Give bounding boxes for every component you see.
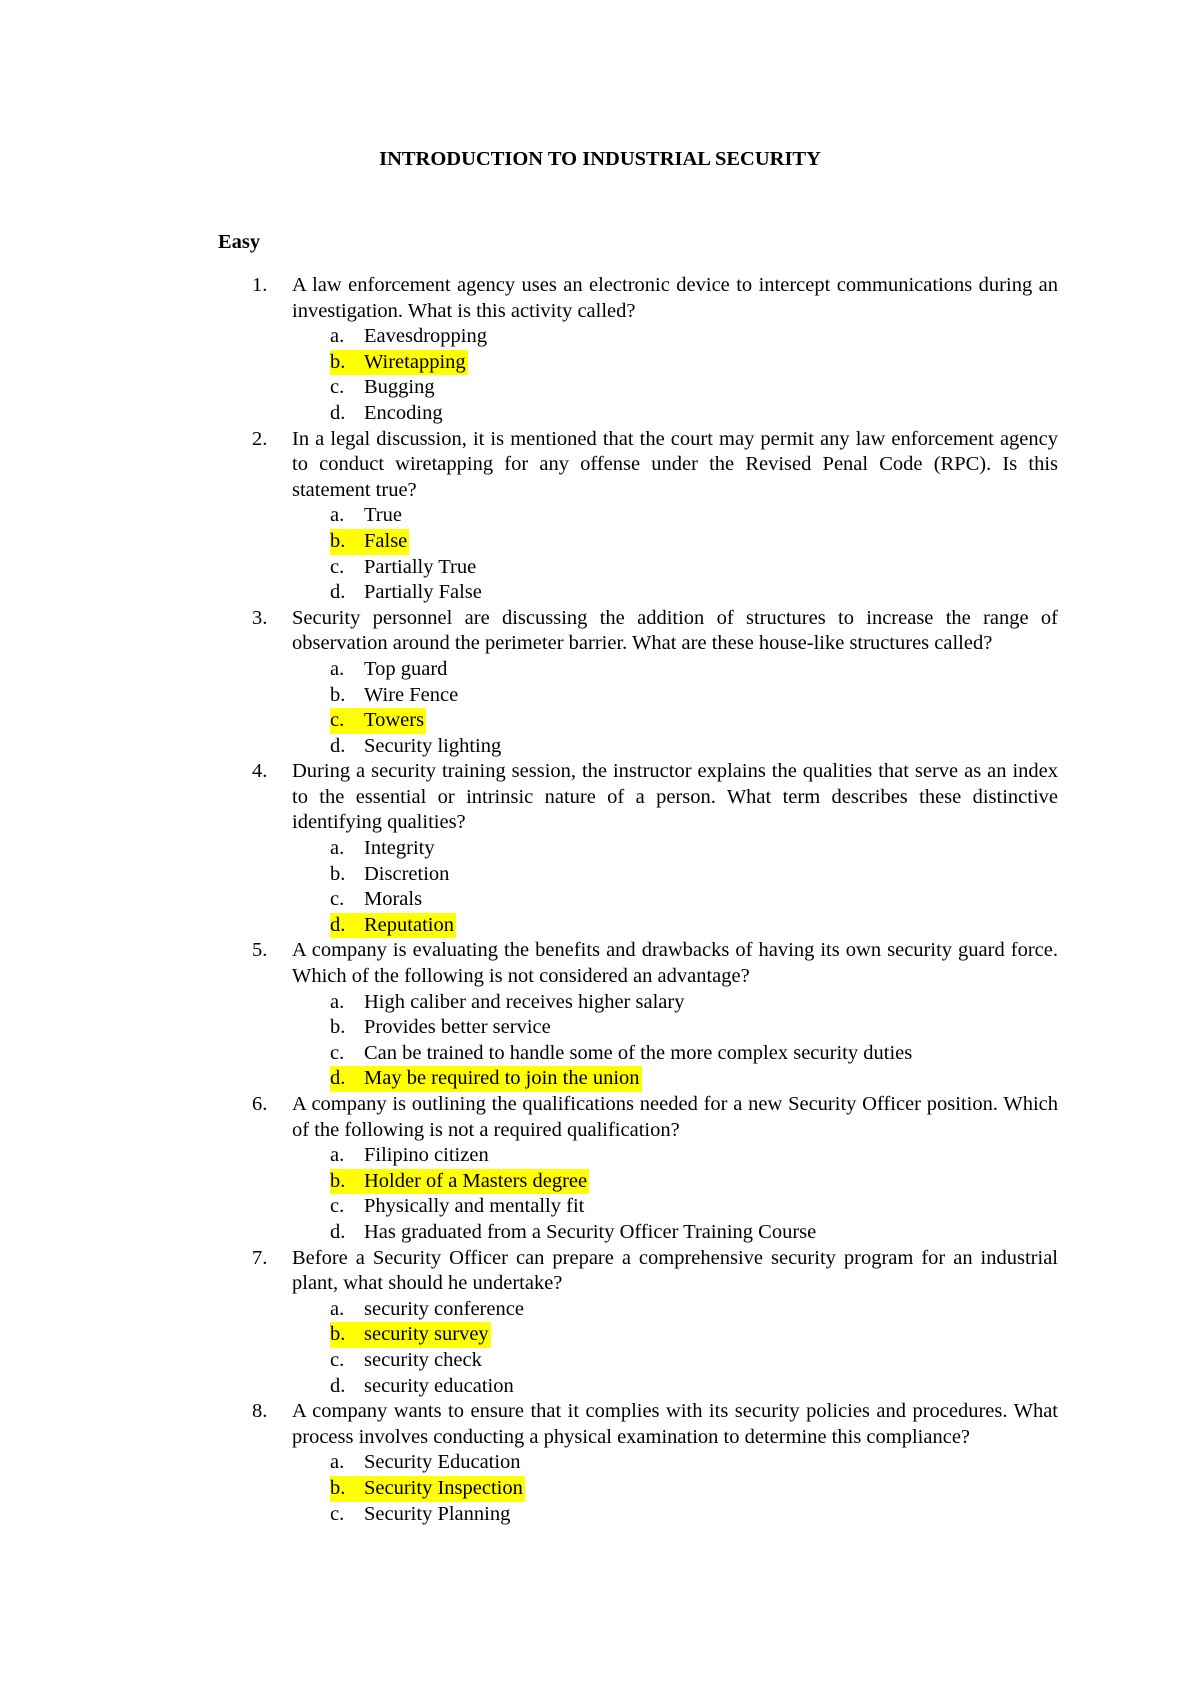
answer-option xyxy=(292,734,1058,760)
answer-option-text: False xyxy=(364,529,408,552)
answer-option-letter: a. xyxy=(330,1297,345,1320)
answer-option-text: High caliber and receives higher salary xyxy=(364,990,685,1013)
answer-option-body xyxy=(330,913,456,939)
answer-options xyxy=(292,1450,1058,1527)
answer-option-text: security check xyxy=(364,1348,482,1371)
answer-option xyxy=(292,657,1058,683)
section-heading: Easy xyxy=(218,231,261,253)
answer-option-body xyxy=(330,1143,489,1169)
answer-option-highlighted xyxy=(292,1476,1058,1502)
answer-option-text: Encoding xyxy=(364,401,443,424)
answer-option-text: Partially False xyxy=(364,581,482,604)
answer-option xyxy=(292,1502,1058,1528)
answer-option-body xyxy=(330,683,458,709)
question-number: 2. xyxy=(252,427,268,450)
answer-option-text: May be required to join the union xyxy=(364,1067,640,1090)
answer-option-highlighted xyxy=(292,708,1058,734)
answer-option-highlighted xyxy=(292,1322,1058,1348)
answer-option-letter: d. xyxy=(330,1374,346,1397)
answer-option xyxy=(292,324,1058,350)
question-text: Security personnel are discussing the addition of structures to increase the range of observation around the perimeter barrier. What are these house-like structures called? xyxy=(292,606,1058,655)
answer-option-letter: b. xyxy=(330,1016,346,1039)
question-number: 5. xyxy=(252,939,268,962)
answer-option-letter: b. xyxy=(330,1476,346,1499)
answer-option-body xyxy=(330,734,501,760)
answer-option-body xyxy=(330,657,447,683)
answer-option-letter: d. xyxy=(330,734,346,757)
answer-option-body xyxy=(330,862,449,888)
answer-option-text: security education xyxy=(364,1374,514,1397)
answer-option xyxy=(292,1194,1058,1220)
answer-option-body xyxy=(330,503,402,529)
answer-options xyxy=(292,836,1058,938)
question-number: 3. xyxy=(252,606,268,629)
answer-option-text: Can be trained to handle some of the more complex security duties xyxy=(364,1041,913,1064)
answer-option-highlighted xyxy=(292,1066,1058,1092)
answer-option-letter: a. xyxy=(330,1451,345,1474)
answer-option-body xyxy=(330,1220,816,1246)
answer-option-text: Filipino citizen xyxy=(364,1144,489,1167)
answer-option-highlighted xyxy=(292,913,1058,939)
answer-options xyxy=(292,503,1058,605)
answer-option xyxy=(292,503,1058,529)
answer-option xyxy=(292,836,1058,862)
answer-option xyxy=(292,1015,1058,1041)
answer-option-body xyxy=(330,1169,589,1195)
answer-option-letter: b. xyxy=(330,350,346,373)
answer-option-body xyxy=(330,375,435,401)
answer-option-letter: c. xyxy=(330,1348,345,1371)
answer-option-body xyxy=(330,887,422,913)
question-text: During a security training session, the instructor explains the qualities that serve as an index to the essential or intrinsic nature of a person. What term describes these distinctive identifying qualities? xyxy=(292,760,1058,834)
answer-options xyxy=(292,324,1058,426)
answer-option xyxy=(292,1374,1058,1400)
answer-option xyxy=(292,580,1058,606)
answer-option-letter: d. xyxy=(330,913,346,936)
answer-option-letter: a. xyxy=(330,990,345,1013)
question-number: 8. xyxy=(252,1400,268,1423)
answer-option-body xyxy=(330,836,435,862)
answer-option-text: Wire Fence xyxy=(364,683,459,706)
answer-option-letter: d. xyxy=(330,1220,346,1243)
answer-option-text: Security Inspection xyxy=(364,1476,523,1499)
question-text: A law enforcement agency uses an electronic device to intercept communications during an investigation. What is this activity called? xyxy=(292,274,1058,322)
question-item xyxy=(0,938,1058,1092)
answer-option-letter: a. xyxy=(330,504,345,527)
answer-option-text: Integrity xyxy=(364,837,435,860)
answer-option-letter: d. xyxy=(330,1067,346,1090)
answer-option xyxy=(292,1220,1058,1246)
answer-option-body xyxy=(330,529,409,555)
answer-option-body xyxy=(330,350,468,376)
answer-options xyxy=(292,990,1058,1092)
question-item xyxy=(0,1092,1058,1246)
answer-option-body xyxy=(330,1348,482,1374)
answer-option xyxy=(292,1297,1058,1323)
answer-option-body xyxy=(330,1502,510,1528)
question-text: In a legal discussion, it is mentioned that the court may permit any law enforcement agency to conduct wiretapping for any offense under the Revised Penal Code (RPC). Is this statement true? xyxy=(292,427,1058,501)
question-item xyxy=(0,1399,1058,1527)
answer-option xyxy=(292,1041,1058,1067)
question-item xyxy=(0,273,1058,427)
document-title: INTRODUCTION TO INDUSTRIAL SECURITY xyxy=(379,148,821,170)
answer-option-body xyxy=(330,1066,642,1092)
answer-option-body xyxy=(330,401,443,427)
answer-option xyxy=(292,1143,1058,1169)
answer-option-letter: b. xyxy=(330,683,346,706)
answer-option-text: Security Planning xyxy=(364,1502,511,1525)
answer-option-body xyxy=(330,1374,514,1400)
question-item xyxy=(0,759,1058,938)
answer-option-text: True xyxy=(364,504,402,527)
question-item xyxy=(0,606,1058,760)
answer-option xyxy=(292,401,1058,427)
question-number: 1. xyxy=(252,274,268,296)
question-text: A company is outlining the qualifications needed for a new Security Officer position. Which of the following is not a required qualification? xyxy=(292,1093,1058,1141)
answer-option-text: Top guard xyxy=(364,657,448,680)
answer-option-body xyxy=(330,1322,491,1348)
answer-option-body xyxy=(330,580,482,606)
question-list xyxy=(0,273,1200,1527)
answer-option-letter: a. xyxy=(330,325,345,348)
answer-option-text: Security lighting xyxy=(364,734,502,757)
answer-option xyxy=(292,683,1058,709)
answer-option xyxy=(292,887,1058,913)
answer-option-letter: c. xyxy=(330,1195,345,1218)
answer-option-letter: c. xyxy=(330,376,345,399)
answer-option-letter: c. xyxy=(330,555,345,578)
answer-option xyxy=(292,1450,1058,1476)
answer-option-text: Provides better service xyxy=(364,1016,551,1039)
answer-option-text: security conference xyxy=(364,1297,524,1320)
answer-option-letter: b. xyxy=(330,862,346,885)
answer-options xyxy=(292,1297,1058,1399)
answer-option-text: Towers xyxy=(364,709,425,732)
answer-option-body xyxy=(330,1476,525,1502)
answer-option-body xyxy=(330,324,487,350)
answer-option xyxy=(292,1348,1058,1374)
answer-option-text: Reputation xyxy=(364,913,454,936)
answer-option-body xyxy=(330,1015,551,1041)
answer-option-body xyxy=(330,1297,524,1323)
answer-option-letter: c. xyxy=(330,1041,345,1064)
question-number: 4. xyxy=(252,760,268,783)
question-text: A company is evaluating the benefits and drawbacks of having its own security guard force. Which of the following is not considered an advantage? xyxy=(292,939,1058,988)
answer-option-letter: a. xyxy=(330,1144,345,1167)
answer-option-text: Wiretapping xyxy=(364,350,466,373)
answer-option-text: Morals xyxy=(364,888,423,911)
answer-option-letter: a. xyxy=(330,657,345,680)
answer-option-body xyxy=(330,1194,584,1220)
answer-option-highlighted xyxy=(292,350,1058,376)
answer-option-text: Physically and mentally fit xyxy=(364,1195,585,1218)
answer-option-highlighted xyxy=(292,529,1058,555)
answer-option-body xyxy=(330,555,476,581)
answer-option-letter: d. xyxy=(330,581,346,604)
answer-option-body xyxy=(330,708,426,734)
question-text: A company wants to ensure that it complies with its security policies and procedures. What process involves conducting a physical examination to determine this compliance? xyxy=(292,1400,1058,1448)
answer-option-text: Holder of a Masters degree xyxy=(364,1169,588,1192)
answer-option xyxy=(292,555,1058,581)
question-item xyxy=(0,1246,1058,1400)
answer-option-text: Has graduated from a Security Officer Training Course xyxy=(364,1220,817,1243)
answer-option-body xyxy=(330,1450,521,1476)
answer-option-letter: b. xyxy=(330,1323,346,1346)
answer-option-letter: c. xyxy=(330,709,345,732)
answer-option-highlighted xyxy=(292,1169,1058,1195)
answer-option-text: security survey xyxy=(364,1323,489,1346)
answer-option xyxy=(292,990,1058,1016)
question-number: 7. xyxy=(252,1246,268,1269)
answer-option-letter: d. xyxy=(330,401,346,424)
answer-option-letter: c. xyxy=(330,888,345,911)
answer-option-letter: c. xyxy=(330,1502,345,1525)
question-item xyxy=(0,427,1058,606)
answer-option-text: Partially True xyxy=(364,555,477,578)
answer-option-text: Bugging xyxy=(364,376,435,399)
question-number: 6. xyxy=(252,1093,268,1115)
answer-option-text: Discretion xyxy=(364,862,450,885)
answer-option-letter: b. xyxy=(330,1169,346,1192)
answer-option-letter: a. xyxy=(330,837,345,860)
answer-option-body xyxy=(330,1041,912,1067)
answer-option xyxy=(292,862,1058,888)
answer-option xyxy=(292,375,1058,401)
answer-options xyxy=(292,1143,1058,1245)
answer-option-text: Security Education xyxy=(364,1451,521,1474)
answer-option-text: Eavesdropping xyxy=(364,325,487,348)
answer-option-body xyxy=(330,990,684,1016)
answer-options xyxy=(292,657,1058,759)
question-text: Before a Security Officer can prepare a comprehensive security program for an industrial plant, what should he undertake? xyxy=(292,1246,1058,1295)
answer-option-letter: b. xyxy=(330,529,346,552)
